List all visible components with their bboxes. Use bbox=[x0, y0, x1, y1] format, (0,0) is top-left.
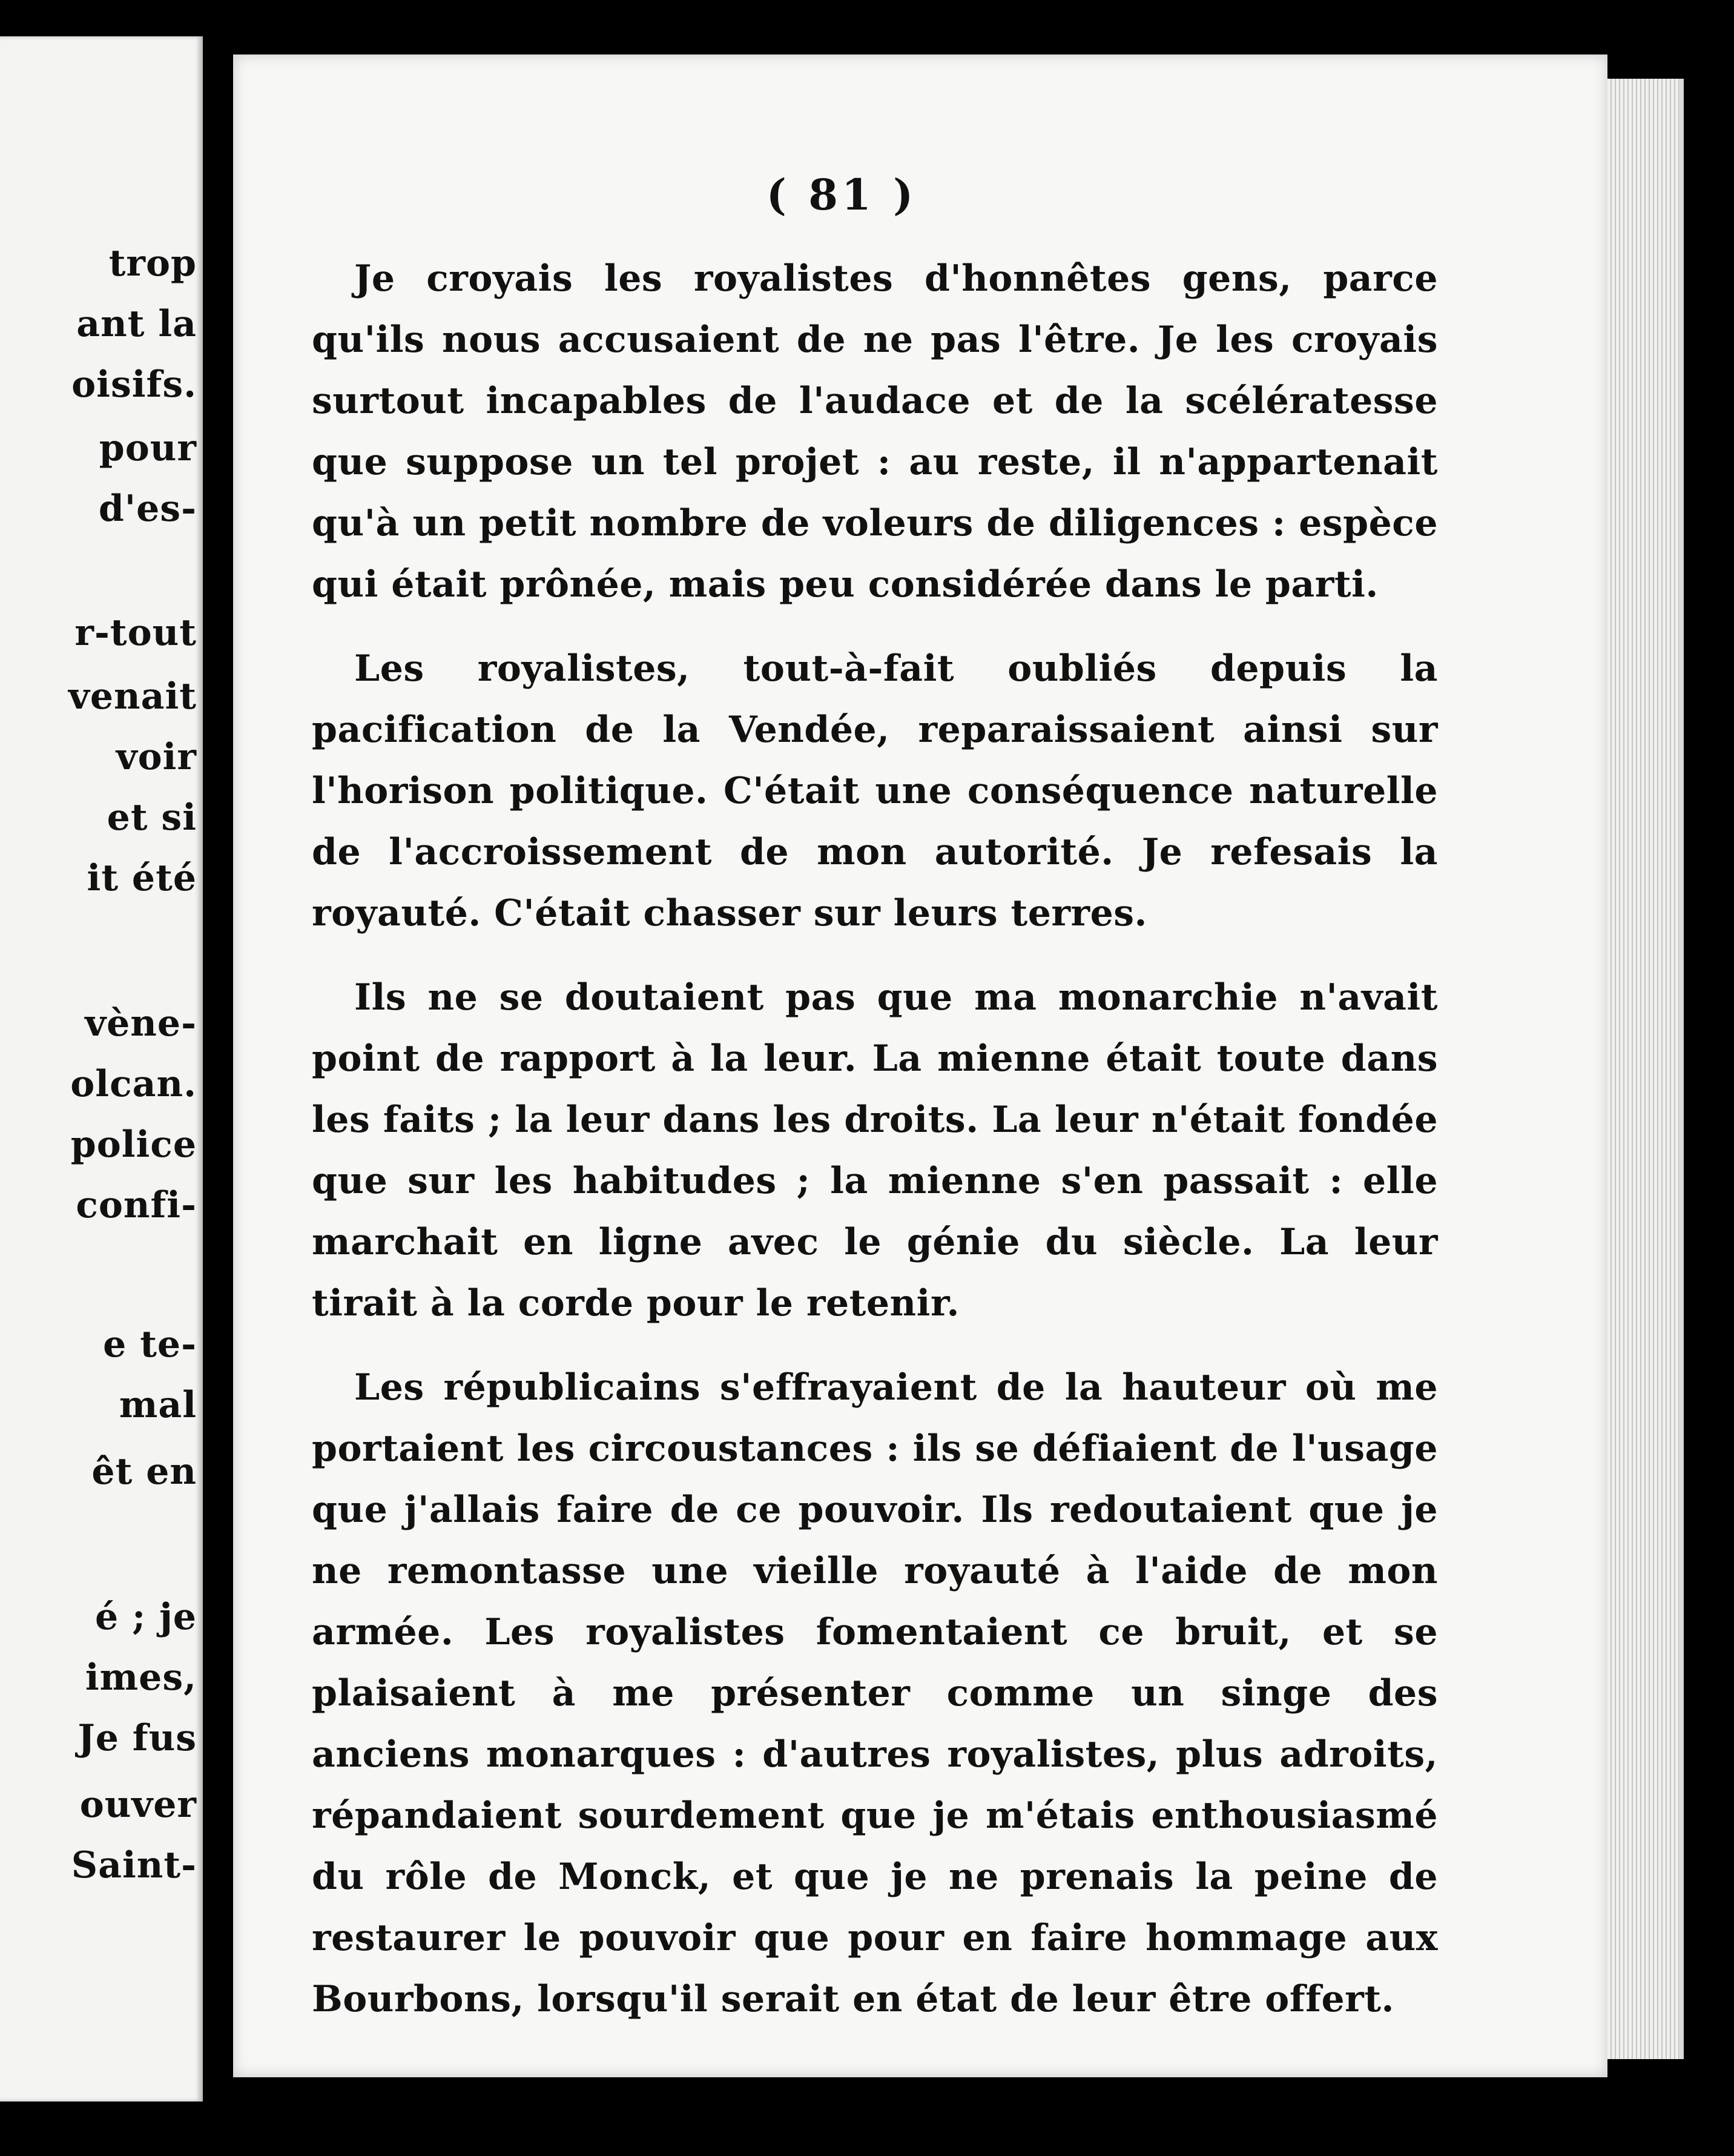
paragraph: Les royalistes, tout-à-fait oubliés depuis la pacification de la Vendée, reparaissaient ainsi sur l'horison politique. C'était une conséquence naturelle de l'accroissement de mon autorité. Je refesais la royauté. C'était chasser sur leurs terres. bbox=[312, 647, 1438, 934]
left-page-line: ouver bbox=[79, 1784, 197, 1826]
left-page-line: r-tout bbox=[74, 612, 197, 654]
paragraph: Je croyais les royalistes d'honnêtes gens, parce qu'ils nous accusaient de ne pas l'être. Je les croyais surtout incapables de l'audace et de la scélératesse que suppose un tel projet : au reste, il n'appartenait qu'à un petit nombre de voleurs de diligences : espèce qui était prônée, mais peu considérée dans le parti. bbox=[312, 257, 1438, 606]
paragraph: Les républicains s'effrayaient de la hauteur où me portaient les circoustances : ils se défiaient de l'usage que j'allais faire de ce pouvoir. Ils redoutaient que je ne remontasse une vieille royauté à l'aide de mon armée. Les royalistes fomentaient ce bruit, et se plaisaient à me présenter comme un singe des anciens monarques : d'autres royalistes, plus adroits, répandaient sourdement que je m'étais enthousiasmé du rôle de Monck, et que je ne prenais la peine de restaurer le pouvoir que pour en faire hommage aux Bourbons, lorsqu'il serait en état de leur être offert. bbox=[312, 1366, 1438, 2020]
left-page-line: mal bbox=[119, 1384, 197, 1426]
left-page-line: imes, bbox=[85, 1656, 197, 1699]
page-body bbox=[312, 248, 1438, 2053]
left-page-line: é ; je bbox=[95, 1596, 197, 1638]
page-edges bbox=[1607, 79, 1684, 2059]
left-page-line: ant la bbox=[76, 303, 197, 345]
page-number: ( 81 ) bbox=[766, 170, 917, 220]
book-gutter bbox=[203, 36, 233, 2101]
book-page bbox=[233, 55, 1607, 2077]
left-page-line: trop bbox=[108, 242, 197, 285]
left-page-line: Je fus bbox=[77, 1717, 197, 1759]
left-page-line: vène- bbox=[85, 1002, 197, 1045]
left-page-line: olcan. bbox=[70, 1063, 197, 1105]
left-page-line: confi- bbox=[76, 1184, 197, 1226]
left-page-line: police bbox=[70, 1123, 197, 1166]
left-page-line: d'es- bbox=[98, 488, 197, 530]
left-page-line: êt en bbox=[91, 1450, 197, 1493]
left-page-line: voir bbox=[116, 736, 197, 778]
left-page-line: it été bbox=[87, 857, 197, 899]
left-page-line: oisifs. bbox=[71, 363, 197, 406]
left-page-line: venait bbox=[68, 675, 197, 718]
paragraph: Ils ne se doutaient pas que ma monarchie n'avait point de rapport à la leur. La mienne était toute dans les faits ; la leur dans les droits. La leur n'était fondée que sur les habitudes ; la mienne s'en passait : elle marchait en ligne avec le génie du siècle. La leur tirait à la corde pour le retenir. bbox=[312, 976, 1438, 1324]
left-page-line: pour bbox=[99, 427, 197, 469]
facing-page-fragment bbox=[0, 36, 203, 2101]
left-page-line: e te- bbox=[103, 1323, 197, 1366]
left-page-line: et si bbox=[107, 796, 197, 839]
left-page-line: Saint- bbox=[71, 1844, 197, 1886]
